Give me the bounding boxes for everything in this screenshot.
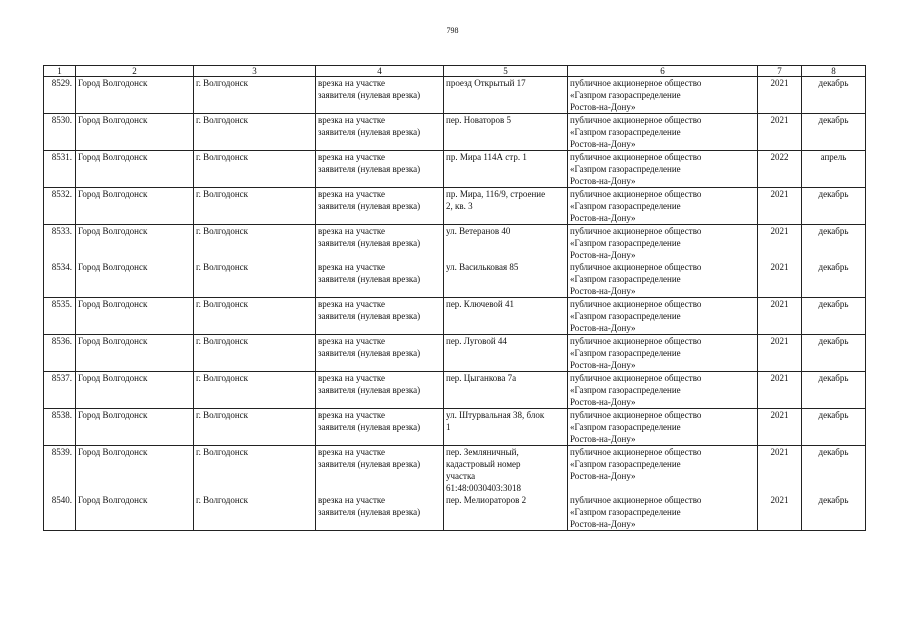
municipality-cell: Город Волгодонск <box>76 409 194 446</box>
work-type-line: заявителя (нулевая врезка) <box>318 459 421 469</box>
address-line: пер. Земляничный, <box>446 447 519 457</box>
table-row <box>44 372 866 409</box>
row-number-cell: 8532. <box>44 188 76 225</box>
work-type-line: заявителя (нулевая врезка) <box>318 422 421 432</box>
organization-line: публичное акционерное общество <box>570 152 702 162</box>
year-cell: 2021 <box>758 446 802 495</box>
work-type-cell <box>316 446 444 495</box>
month-cell: декабрь <box>802 446 866 495</box>
work-type-line: врезка на участке <box>318 336 386 346</box>
work-type-line: врезка на участке <box>318 262 386 272</box>
year-cell: 2021 <box>758 335 802 372</box>
work-type-cell <box>316 188 444 225</box>
address-line: проезд Открытый 17 <box>446 78 526 88</box>
municipality-cell: Город Волгодонск <box>76 335 194 372</box>
organization-line: Ростов-на-Дону» <box>570 360 636 370</box>
work-type-line: врезка на участке <box>318 78 386 88</box>
organization-line: Ростов-на-Дону» <box>570 213 636 223</box>
address-line: 61:48:0030403:3018 <box>446 483 522 493</box>
organization-cell <box>568 298 758 335</box>
organization-line: Ростов-на-Дону» <box>570 139 636 149</box>
address-cell <box>444 335 568 372</box>
organization-line: Ростов-на-Дону» <box>570 434 636 444</box>
month-cell: декабрь <box>802 409 866 446</box>
organization-line: «Газпром газораспределение <box>570 459 681 469</box>
work-type-line: заявителя (нулевая врезка) <box>318 127 421 137</box>
year-cell: 2021 <box>758 188 802 225</box>
organization-line: «Газпром газораспределение <box>570 164 681 174</box>
organization-cell <box>568 494 758 531</box>
work-type-line: врезка на участке <box>318 447 386 457</box>
month-cell: декабрь <box>802 335 866 372</box>
address-cell <box>444 372 568 409</box>
table-row <box>44 77 866 114</box>
settlement-cell: г. Волгодонск <box>194 188 316 225</box>
table-row <box>44 188 866 225</box>
organization-line: публичное акционерное общество <box>570 78 702 88</box>
work-type-line: врезка на участке <box>318 226 386 236</box>
column-header: 6 <box>568 66 758 77</box>
row-number-cell: 8529. <box>44 77 76 114</box>
work-type-line: заявителя (нулевая врезка) <box>318 348 421 358</box>
address-line: пер. Ключевой 41 <box>446 299 514 309</box>
row-number-cell: 8535. <box>44 298 76 335</box>
organization-line: «Газпром газораспределение <box>570 127 681 137</box>
organization-line: Ростов-на-Дону» <box>570 102 636 112</box>
year-cell: 2021 <box>758 372 802 409</box>
address-line: 1 <box>446 422 451 432</box>
municipality-cell: Город Волгодонск <box>76 446 194 495</box>
work-type-line: заявителя (нулевая врезка) <box>318 238 421 248</box>
column-number-row <box>44 66 866 77</box>
organization-line: публичное акционерное общество <box>570 299 702 309</box>
address-cell <box>444 494 568 531</box>
settlement-cell: г. Волгодонск <box>194 298 316 335</box>
municipality-cell: Город Волгодонск <box>76 372 194 409</box>
work-type-cell <box>316 77 444 114</box>
address-line: 2, кв. 3 <box>446 201 473 211</box>
organization-line: публичное акционерное общество <box>570 447 702 457</box>
organization-cell <box>568 114 758 151</box>
organization-line: «Газпром газораспределение <box>570 422 681 432</box>
settlement-cell: г. Волгодонск <box>194 494 316 531</box>
page-number: 798 <box>446 26 459 35</box>
row-number-cell: 8538. <box>44 409 76 446</box>
organization-cell <box>568 261 758 298</box>
address-line: пер. Новаторов 5 <box>446 115 512 125</box>
table-row <box>44 494 866 531</box>
month-cell: декабрь <box>802 114 866 151</box>
work-type-line: заявителя (нулевая врезка) <box>318 507 421 517</box>
settlement-cell: г. Волгодонск <box>194 225 316 262</box>
year-cell: 2021 <box>758 409 802 446</box>
month-cell: апрель <box>802 151 866 188</box>
organization-line: публичное акционерное общество <box>570 410 702 420</box>
table-row <box>44 335 866 372</box>
organization-line: Ростов-на-Дону» <box>570 286 636 296</box>
work-type-cell <box>316 335 444 372</box>
column-header: 3 <box>194 66 316 77</box>
settlement-cell: г. Волгодонск <box>194 335 316 372</box>
work-type-line: врезка на участке <box>318 373 386 383</box>
address-line: пер. Мелиораторов 2 <box>446 495 527 505</box>
organization-line: Ростов-на-Дону» <box>570 250 636 260</box>
municipality-cell: Город Волгодонск <box>76 298 194 335</box>
row-number-cell: 8539. <box>44 446 76 495</box>
table-row <box>44 446 866 495</box>
settlement-cell: г. Волгодонск <box>194 151 316 188</box>
municipality-cell: Город Волгодонск <box>76 77 194 114</box>
settlement-cell: г. Волгодонск <box>194 372 316 409</box>
month-cell: декабрь <box>802 188 866 225</box>
address-line: пер. Луговой 44 <box>446 336 507 346</box>
municipality-cell: Город Волгодонск <box>76 151 194 188</box>
organization-line: «Газпром газораспределение <box>570 311 681 321</box>
organization-cell <box>568 409 758 446</box>
work-type-cell <box>316 225 444 262</box>
municipality-cell: Город Волгодонск <box>76 225 194 262</box>
column-header: 4 <box>316 66 444 77</box>
year-cell: 2021 <box>758 77 802 114</box>
municipality-cell: Город Волгодонск <box>76 188 194 225</box>
work-type-cell <box>316 114 444 151</box>
organization-cell <box>568 188 758 225</box>
settlement-cell: г. Волгодонск <box>194 77 316 114</box>
organization-line: публичное акционерное общество <box>570 495 702 505</box>
month-cell: декабрь <box>802 494 866 531</box>
row-number-cell: 8531. <box>44 151 76 188</box>
organization-cell <box>568 151 758 188</box>
organization-line: Ростов-на-Дону» <box>570 323 636 333</box>
table-row <box>44 409 866 446</box>
organization-line: Ростов-на-Дону» <box>570 397 636 407</box>
table-row <box>44 225 866 262</box>
row-number-cell: 8533. <box>44 225 76 262</box>
work-type-cell <box>316 298 444 335</box>
work-type-cell <box>316 494 444 531</box>
settlement-cell: г. Волгодонск <box>194 261 316 298</box>
month-cell: декабрь <box>802 225 866 262</box>
row-number-cell: 8540. <box>44 494 76 531</box>
year-cell: 2022 <box>758 151 802 188</box>
work-type-line: заявителя (нулевая врезка) <box>318 201 421 211</box>
organization-line: Ростов-на-Дону» <box>570 519 636 529</box>
organization-line: «Газпром газораспределение <box>570 507 681 517</box>
organization-line: Ростов-на-Дону» <box>570 176 636 186</box>
organization-line: Ростов-на-Дону» <box>570 471 636 481</box>
address-line: пер. Цыганкова 7а <box>446 373 517 383</box>
organization-cell <box>568 77 758 114</box>
municipality-cell: Город Волгодонск <box>76 114 194 151</box>
municipality-cell: Город Волгодонск <box>76 494 194 531</box>
work-type-line: врезка на участке <box>318 495 386 505</box>
address-line: ул. Васильковая 85 <box>446 262 519 272</box>
month-cell: декабрь <box>802 298 866 335</box>
work-type-line: заявителя (нулевая врезка) <box>318 311 421 321</box>
registry-table <box>43 65 866 531</box>
address-cell <box>444 151 568 188</box>
work-type-line: заявителя (нулевая врезка) <box>318 164 421 174</box>
address-line: пр. Мира, 116/9, строение <box>446 189 546 199</box>
work-type-cell <box>316 409 444 446</box>
municipality-cell: Город Волгодонск <box>76 261 194 298</box>
organization-cell <box>568 225 758 262</box>
address-cell <box>444 114 568 151</box>
year-cell: 2021 <box>758 298 802 335</box>
row-number-cell: 8536. <box>44 335 76 372</box>
address-line: ул. Штурвальная 38, блок <box>446 410 545 420</box>
table-row <box>44 114 866 151</box>
work-type-line: заявителя (нулевая врезка) <box>318 90 421 100</box>
organization-line: «Газпром газораспределение <box>570 201 681 211</box>
settlement-cell: г. Волгодонск <box>194 446 316 495</box>
work-type-line: заявителя (нулевая врезка) <box>318 385 421 395</box>
organization-cell <box>568 335 758 372</box>
address-cell <box>444 77 568 114</box>
address-cell <box>444 409 568 446</box>
organization-line: публичное акционерное общество <box>570 189 702 199</box>
organization-line: публичное акционерное общество <box>570 373 702 383</box>
work-type-line: заявителя (нулевая врезка) <box>318 274 421 284</box>
work-type-cell <box>316 372 444 409</box>
address-line: участка <box>446 471 476 481</box>
organization-cell <box>568 446 758 495</box>
address-cell <box>444 446 568 495</box>
organization-line: «Газпром газораспределение <box>570 238 681 248</box>
row-number-cell: 8530. <box>44 114 76 151</box>
organization-line: «Газпром газораспределение <box>570 385 681 395</box>
column-header: 5 <box>444 66 568 77</box>
organization-line: публичное акционерное общество <box>570 115 702 125</box>
column-header: 2 <box>76 66 194 77</box>
year-cell: 2021 <box>758 261 802 298</box>
address-line: пр. Мира 114А стр. 1 <box>446 152 527 162</box>
row-number-cell: 8537. <box>44 372 76 409</box>
month-cell: декабрь <box>802 372 866 409</box>
work-type-line: врезка на участке <box>318 152 386 162</box>
organization-line: публичное акционерное общество <box>570 262 702 272</box>
address-line: кадастровый номер <box>446 459 521 469</box>
organization-line: «Газпром газораспределение <box>570 90 681 100</box>
address-cell <box>444 298 568 335</box>
column-header: 1 <box>44 66 76 77</box>
table-row <box>44 261 866 298</box>
work-type-cell <box>316 261 444 298</box>
month-cell: декабрь <box>802 77 866 114</box>
year-cell: 2021 <box>758 114 802 151</box>
work-type-cell <box>316 151 444 188</box>
address-cell <box>444 188 568 225</box>
organization-line: публичное акционерное общество <box>570 226 702 236</box>
work-type-line: врезка на участке <box>318 189 386 199</box>
year-cell: 2021 <box>758 225 802 262</box>
organization-line: «Газпром газораспределение <box>570 274 681 284</box>
organization-line: публичное акционерное общество <box>570 336 702 346</box>
address-cell <box>444 225 568 262</box>
organization-cell <box>568 372 758 409</box>
settlement-cell: г. Волгодонск <box>194 409 316 446</box>
month-cell: декабрь <box>802 261 866 298</box>
column-header: 7 <box>758 66 802 77</box>
column-header: 8 <box>802 66 866 77</box>
row-number-cell: 8534. <box>44 261 76 298</box>
table-row <box>44 298 866 335</box>
settlement-cell: г. Волгодонск <box>194 114 316 151</box>
year-cell: 2021 <box>758 494 802 531</box>
work-type-line: врезка на участке <box>318 299 386 309</box>
address-line: ул. Ветеранов 40 <box>446 226 511 236</box>
organization-line: «Газпром газораспределение <box>570 348 681 358</box>
work-type-line: врезка на участке <box>318 115 386 125</box>
work-type-line: врезка на участке <box>318 410 386 420</box>
address-cell <box>444 261 568 298</box>
table-row <box>44 151 866 188</box>
